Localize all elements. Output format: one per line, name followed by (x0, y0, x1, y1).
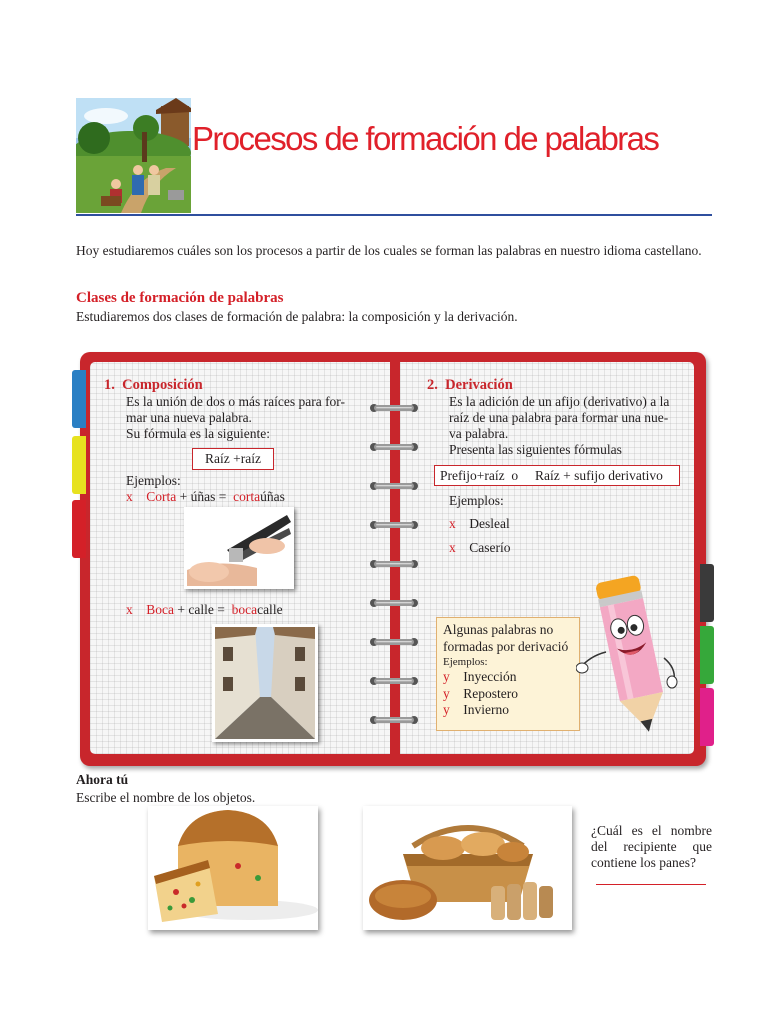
nail-clipper-photo (184, 507, 294, 589)
composicion-example-1 (126, 489, 285, 505)
composicion-example-2 (126, 602, 283, 618)
derivacion-title: Derivación (445, 377, 513, 393)
example-word: Corta (146, 489, 177, 504)
notebook-tab-green (700, 626, 714, 684)
binder-ring (370, 442, 418, 452)
fruitcake-icon (148, 806, 318, 930)
notebook-tab-red (72, 500, 86, 558)
header-illustration (76, 98, 191, 213)
example-word: Boca (146, 602, 174, 617)
bullet-x: x (126, 602, 133, 617)
example-word: Caserío (469, 540, 511, 555)
derivacion-example-1 (449, 516, 510, 532)
bullet-x: x (449, 516, 456, 531)
binder-ring (370, 715, 418, 725)
pencil-mascot-icon (576, 572, 686, 747)
callout-word: Repostero (463, 685, 518, 701)
composicion-heading (104, 377, 203, 394)
binder-ring (370, 559, 418, 569)
callout-text (443, 622, 579, 719)
notebook-tab-pink (700, 688, 714, 746)
binder-ring (370, 481, 418, 491)
composicion-number: 1. (104, 377, 115, 393)
landscape-illustration-icon (76, 98, 191, 213)
composicion-line: Es la unión de dos o más raíces para for- (126, 394, 346, 409)
derivacion-line: Presenta las siguientes fórmulas (449, 442, 622, 457)
derivacion-line: raíz de una palabra para formar una nue- (449, 410, 669, 425)
notebook-tab-black (700, 564, 714, 622)
compound-rest: calle (257, 602, 283, 617)
question-text: ¿Cuál es el nombre del recipiente que contiene los panes? (591, 823, 712, 870)
composicion-title: Composición (122, 377, 203, 393)
composicion-line: Su fórmula es la siguiente: (126, 426, 270, 441)
derivacion-line: Es la adición de un afijo (derivativo) a la (449, 394, 670, 409)
header-divider (76, 214, 712, 216)
section-text: Estudiaremos dos clases de formación de palabra: la composición y la derivación. (76, 309, 518, 324)
ahora-heading: Ahora tú (76, 772, 129, 787)
nail-clipper-icon (187, 510, 291, 586)
composicion-definition (126, 394, 388, 442)
derivacion-line: va palabra. (449, 426, 509, 441)
example-plus: + úñas = (179, 489, 230, 504)
composicion-line: mar una nueva palabra. (126, 410, 252, 425)
compound-rest: úñas (260, 489, 285, 504)
callout-word: Inyección (463, 669, 517, 684)
composicion-examples-label: Ejemplos: (126, 473, 181, 488)
derivacion-heading (427, 377, 513, 394)
pencil-mascot (576, 572, 686, 747)
binder-ring (370, 598, 418, 608)
notebook-tab-blue (72, 370, 86, 428)
bullet-y: y (443, 702, 450, 717)
example-plus: + calle = (177, 602, 229, 617)
ahora-text: Escribe el nombre de los objetos. (76, 790, 256, 805)
callout-line: formadas por derivació (443, 638, 569, 654)
intro-paragraph: Hoy estudiaremos cuáles son los procesos a partir de los cuales se forman las palabras en nuestro idioma castellano. (76, 243, 702, 258)
compound-root: boca (231, 602, 258, 617)
callout-examples-label: Ejemplos: (443, 656, 488, 668)
callout-line: Algunas palabras no (443, 622, 554, 637)
derivacion-example-2 (449, 540, 511, 556)
notebook-tab-yellow (72, 436, 86, 494)
example-word: Desleal (469, 516, 510, 531)
answer-line[interactable] (596, 884, 706, 885)
section-heading: Clases de formación de palabras (76, 290, 284, 306)
bullet-y: y (443, 669, 450, 684)
bread-basket-photo (363, 806, 572, 930)
derivacion-number: 2. (427, 377, 438, 393)
composicion-formula-box: Raíz +raíz (192, 448, 274, 470)
callout-word: Invierno (463, 702, 509, 717)
bullet-x: x (449, 540, 456, 555)
bullet-x: x (126, 489, 133, 504)
derivacion-formula-box: Prefijo+raíz o Raíz + sufijo derivativo (434, 465, 680, 486)
bullet-y: y (443, 685, 450, 701)
fruitcake-photo (148, 806, 318, 930)
binder-ring (370, 637, 418, 647)
page-title: Procesos de formación de palabras (192, 120, 659, 157)
binder-ring (370, 676, 418, 686)
binder-ring (370, 520, 418, 530)
compound-root: corta (233, 489, 261, 504)
street-photo (212, 624, 318, 742)
street-icon (215, 627, 315, 739)
derivacion-examples-label: Ejemplos: (449, 493, 504, 508)
derivacion-definition (449, 394, 689, 458)
bread-basket-icon (363, 806, 572, 930)
